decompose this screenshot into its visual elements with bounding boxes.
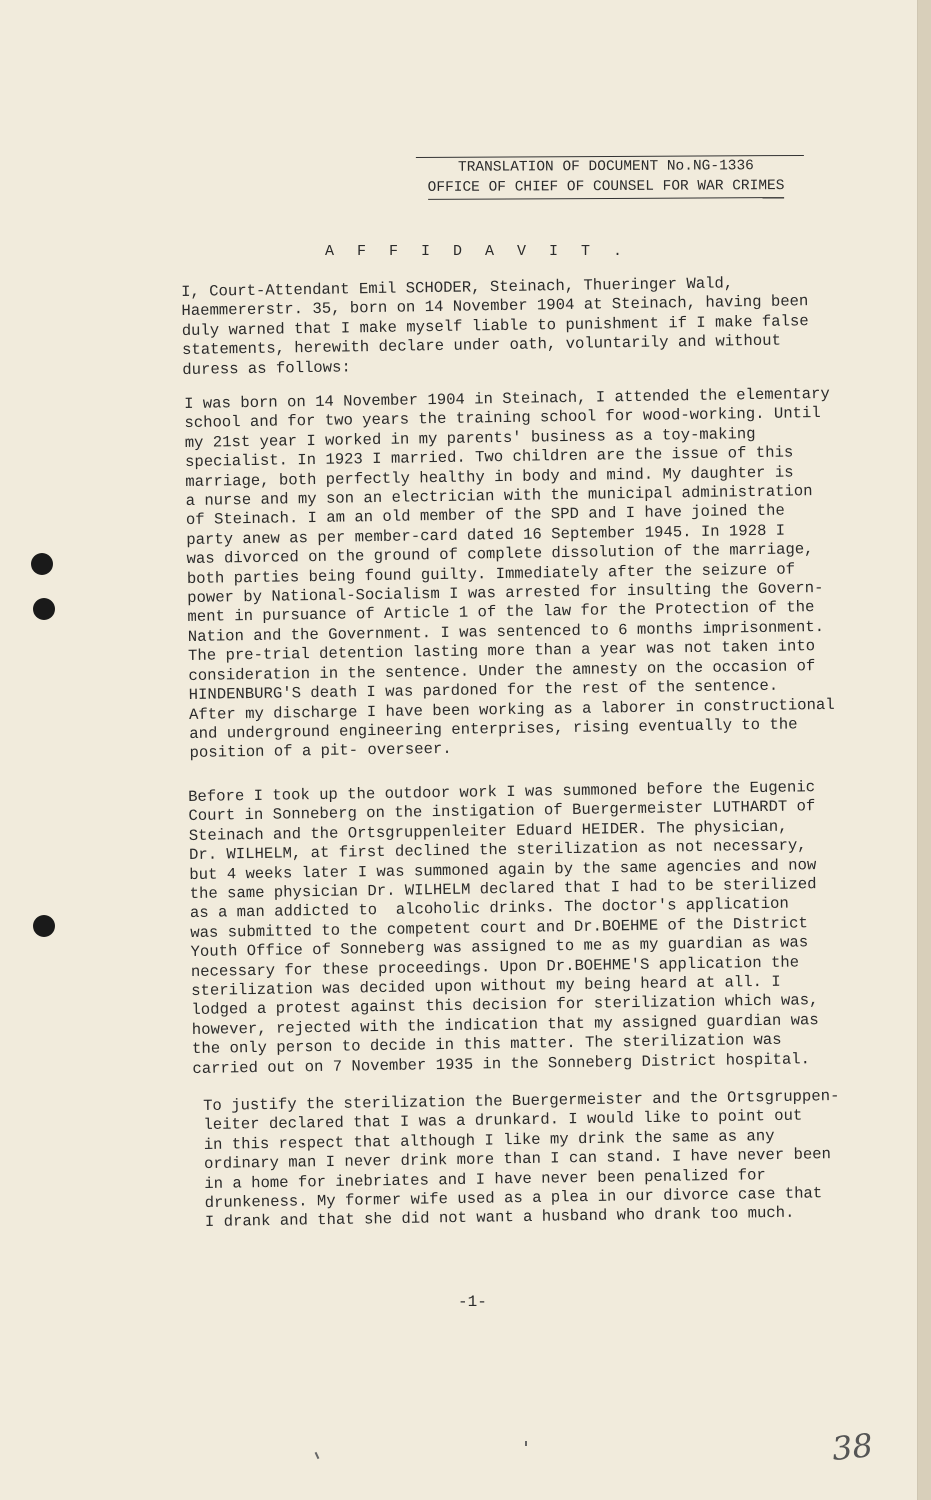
paragraph-justification: To justify the sterilization the Buergermeister and the Ortsgruppen- leiter declared that I was a drunkard. I would like to point out in this respect that although I like my drink the same as any ordinary man I never drink more than I can stand. I have never been in a home for inebriates and I have never been penalized for drunkeness. My former wife used as a plea in our divorce case that I drank and that she did not want a husband who drank too much. xyxy=(203,1087,840,1232)
punch-hole-icon xyxy=(33,598,55,620)
pencil-mark xyxy=(525,1441,527,1446)
header-line-1: TRANSLATION OF DOCUMENT No.NG-1336 xyxy=(457,158,754,176)
document-title: A F F I D A V I T . xyxy=(325,243,630,260)
paragraph-introduction: I, Court-Attendant Emil SCHODER, Steinach, Thueringer Wald, Haemmererstr. 35, born on 14 November 1904 at Steinach, having been duly warned that I make myself liable to punishment if I make false statements, herewith declare under oath, voluntarily and without duress as follows: xyxy=(181,274,809,379)
punch-hole-icon xyxy=(33,915,55,937)
paragraph-biography: I was born on 14 November 1904 in Steinach, I attended the elementary school and for two years the training school for wood-working. Until my 21st year I worked in my parents' business as a toy-making specialist. In 1923 I married. Two children are the issue of this marriage, both perfectly healthy in body and mind. My daughter is a nurse and my son an electrician with the municipal administration of Steinach. I am an old member of the SPD and I have joined the party anew as per member-card dated 16 September 1945. In 1928 I was divorced on the ground of complete dissolution of the marriage, both parties being found guilty. Immediately after the seizure of power by National-Socialism I was arrested for insulting the Govern- ment in pursuance of Article 1 of the law for the Protection of the Nation and the Government. I was sentenced to 6 months imprisonment. The pre-trial detention lasting more than a year was not taken into consideration in the sentence. Under the amnesty on the occasion of HINDENBURG'S death I was pardoned for the rest of the sentence. After my discharge I have been working as a laborer in constructional and underground engineering enterprises, rising eventually to the position of a pit- overseer. xyxy=(184,384,835,763)
punch-hole-icon xyxy=(31,553,53,575)
handwritten-page-mark: 38 xyxy=(830,1425,875,1469)
document-header xyxy=(408,155,804,200)
page-number: -1- xyxy=(458,1293,487,1311)
pencil-mark xyxy=(315,1452,320,1459)
page-edge xyxy=(918,0,931,1500)
paragraph-sterilization: Before I took up the outdoor work I was summoned before the Eugenic Court in Sonneberg on the instigation of Buergermeister LUTHARDT of Steinach and the Ortsgruppenleiter Eduard HEIDER. The physician, Dr. WILHELM, at first declined the sterilization as not necessary, but 4 weeks later I was summoned again by the same agencies and now the same physician Dr. WILHELM declared that I had to be sterilized as a man addicted to alcoholic drinks. The doctor's application was submitted to the competent court and Dr.BOEHME of the District Youth Office of Sonneberg was assigned to me as my guardian as was necessary for these proceedings. Upon Dr.BOEHME'S application the sterilization was decided upon without my being heard at all. I lodged a protest against this decision for sterilization which was, however, rejected with the indication that my assigned guardian was the only person to decide in this matter. The sterilization was carried out on 7 November 1935 in the Sonneberg District hospital. xyxy=(188,778,819,1078)
header-line-2: OFFICE OF CHIEF OF COUNSEL FOR WAR CRIMES xyxy=(428,176,785,200)
